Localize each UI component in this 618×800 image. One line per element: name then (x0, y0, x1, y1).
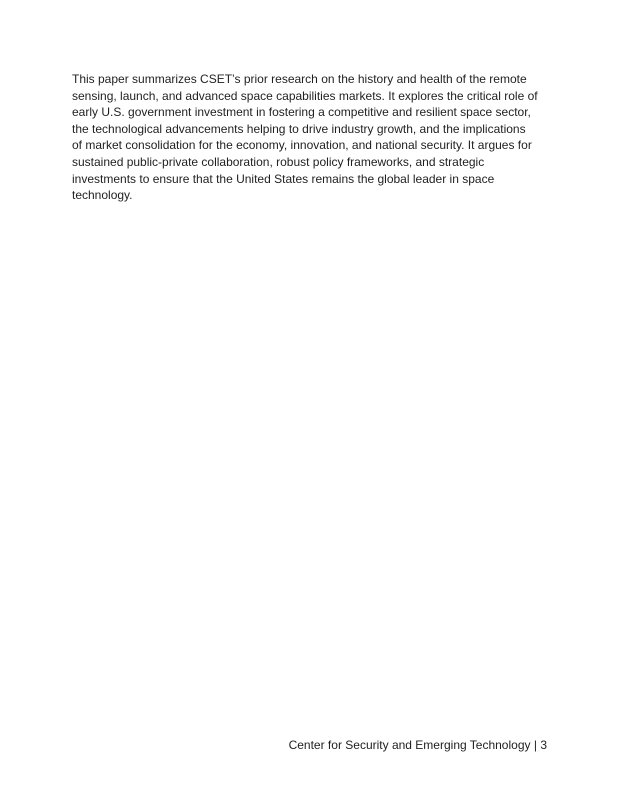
summary-line: This paper summarizes CSET’s prior research on the history and health of the remote (72, 72, 527, 86)
summary-line: technology. (72, 188, 133, 203)
summary-line: of market consolidation for the economy, innovation, and national security. It argues for (72, 138, 532, 153)
page-footer (289, 737, 547, 753)
summary-line: investments to ensure that the United States remains the global leader in space (72, 171, 495, 186)
page-number: 3 (540, 738, 547, 752)
summary-line: sensing, launch, and advanced space capabilities markets. It explores the critical role of (72, 88, 538, 103)
footer-organization: Center for Security and Emerging Technology (288, 738, 531, 752)
summary-paragraph (72, 71, 552, 204)
summary-line: early U.S. government investment in fostering a competitive and resilient space sector, (72, 105, 531, 120)
summary-line: the technological advancements helping to drive industry growth, and the implications (72, 121, 526, 136)
footer-separator: | (533, 738, 537, 752)
summary-line: sustained public-private collaboration, robust policy frameworks, and strategic (72, 154, 485, 169)
